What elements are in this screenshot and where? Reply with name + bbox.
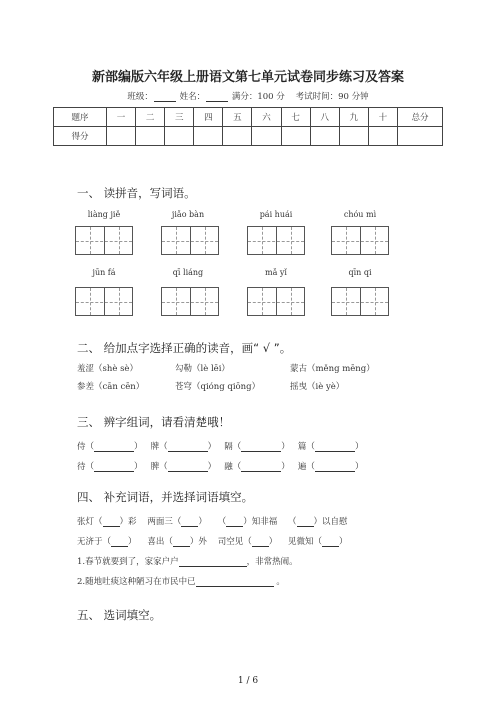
score-cell[interactable]: [136, 127, 165, 146]
answer-blank[interactable]: [111, 537, 128, 547]
cell: 六: [252, 108, 281, 127]
idiom-part: 见微知（: [288, 537, 323, 547]
paren: ）: [207, 442, 217, 452]
reading-item[interactable]: 羞涩（shè sè）: [77, 364, 138, 374]
idiom-part: ）外: [189, 537, 207, 547]
sentence-text: 。: [276, 577, 285, 587]
char-prompt: 篇（: [297, 442, 315, 452]
section2-heading: 二、 给加点字选择正确的读音，画“ √ ”。: [77, 341, 292, 355]
page-number: 1 / 6: [237, 676, 259, 686]
exam-info: [0, 90, 496, 102]
reading-item[interactable]: 蒙古（měng mēng）: [290, 364, 375, 374]
cell: 十: [368, 108, 397, 127]
pinyin: qīn qi: [348, 268, 372, 277]
reading-item[interactable]: 摇曳（iè yè）: [290, 382, 345, 392]
paren: ）: [134, 442, 143, 452]
tianzi-box[interactable]: [247, 287, 305, 316]
idiom-part: （: [217, 517, 227, 527]
fill-sentence-1: [77, 555, 298, 567]
cell: 二: [136, 108, 165, 127]
answer-blank[interactable]: [241, 462, 281, 472]
score-cell[interactable]: [252, 127, 281, 146]
name-label: 姓名：: [179, 92, 206, 102]
answer-blank[interactable]: [103, 517, 120, 527]
answer-blank[interactable]: [181, 517, 198, 527]
fill-sentence-2: [77, 575, 285, 587]
answer-blank[interactable]: [241, 442, 281, 452]
reading-item[interactable]: 苍穹（qióng qiōng）: [175, 382, 261, 392]
paren: ）: [281, 462, 290, 472]
cell: 一: [107, 108, 136, 127]
reading-item[interactable]: 勾勒（lè lēi）: [175, 364, 230, 374]
sentence-text: 1.春节就要到了，家家户户: [77, 557, 179, 567]
tianzi-box[interactable]: [331, 287, 389, 316]
cell: 八: [310, 108, 339, 127]
char-prompt: 融（: [224, 462, 242, 472]
score-cell[interactable]: [339, 127, 368, 146]
section3-heading: 三、 辨字组词，请看清楚哦！: [77, 415, 231, 429]
cell: 七: [281, 108, 310, 127]
pinyin: pái huái: [259, 210, 293, 219]
tianzi-box[interactable]: [161, 226, 219, 255]
score-cell[interactable]: [368, 127, 397, 146]
answer-blank[interactable]: [173, 537, 190, 547]
answer-blank[interactable]: [168, 442, 208, 452]
score-cell[interactable]: [223, 127, 252, 146]
section5-heading: 五、 选词填空。: [77, 608, 162, 622]
score-cell[interactable]: [107, 127, 136, 146]
answer-blank[interactable]: [315, 442, 355, 452]
cell: 题序: [54, 108, 107, 127]
section1-heading: 一、 读拼音，写词语。: [77, 186, 196, 200]
idiom-part: ）: [268, 537, 278, 547]
char-prompt: 隔（: [224, 442, 242, 452]
paren: ）: [281, 442, 290, 452]
answer-blank[interactable]: [315, 462, 355, 472]
paren: ）: [207, 462, 217, 472]
idiom-part: ）: [339, 537, 348, 547]
answer-blank[interactable]: [168, 462, 208, 472]
pinyin: chóu mì: [343, 210, 377, 219]
score-cell[interactable]: [398, 127, 443, 146]
pinyin: mǎ yǐ: [265, 268, 287, 277]
cell: 五: [223, 108, 252, 127]
score-table-row: [54, 127, 443, 146]
paren: ）: [354, 462, 364, 472]
answer-blank[interactable]: [94, 462, 134, 472]
sentence-text: ，非常热闹。: [246, 557, 298, 567]
char-prompt: 侍（: [77, 442, 95, 452]
cell: 得分: [54, 127, 107, 146]
tianzi-box[interactable]: [75, 226, 133, 255]
idiom-part: ）: [198, 517, 207, 527]
score-table: [53, 107, 443, 146]
page-title: 新部编版六年级上册语文第七单元试卷同步练习及答案: [91, 70, 404, 85]
idiom-part: 张灯（: [77, 517, 103, 527]
answer-blank[interactable]: [226, 517, 243, 527]
answer-blank[interactable]: [94, 442, 134, 452]
answer-blank[interactable]: [297, 517, 314, 527]
tianzi-box[interactable]: [75, 287, 133, 316]
pinyin: jiǎo bàn: [171, 210, 205, 219]
score-cell[interactable]: [194, 127, 223, 146]
answer-blank[interactable]: [252, 537, 269, 547]
section4-heading: 四、 补充词语，并选择词语填空。: [77, 490, 254, 504]
class-label: 班级：: [127, 92, 153, 102]
idiom-part: ）以自慰: [313, 517, 348, 527]
idiom-row: [77, 515, 348, 527]
tianzi-box[interactable]: [247, 226, 305, 255]
idiom-part: 司空见（: [217, 537, 252, 547]
score-cell[interactable]: [165, 127, 194, 146]
score-label: 满分：100 分: [231, 92, 285, 102]
char-prompt: 待（: [77, 462, 95, 472]
pinyin: liàng jiě: [87, 210, 121, 219]
idiom-part: ）知非福: [243, 517, 278, 527]
cell: 三: [165, 108, 194, 127]
answer-blank[interactable]: [196, 577, 274, 587]
idiom-part: 喜出（: [147, 537, 173, 547]
idiom-part: （: [288, 517, 297, 527]
answer-blank[interactable]: [179, 557, 247, 567]
cell: 总分: [398, 108, 443, 127]
word-row: [77, 460, 363, 472]
cell: 四: [194, 108, 223, 127]
idiom-part: 无济于（: [77, 537, 112, 547]
answer-blank[interactable]: [322, 537, 339, 547]
char-prompt: 遍（: [297, 462, 315, 472]
reading-item[interactable]: 参差（cān cēn）: [77, 382, 145, 392]
paren: ）: [354, 442, 364, 452]
char-prompt: 脾（: [150, 462, 168, 472]
cell: 九: [339, 108, 368, 127]
score-table-header: [54, 108, 443, 127]
sentence-text: 2.随地吐痰这种陋习在市民中已: [77, 577, 196, 587]
name-blank: [206, 93, 228, 102]
idiom-part: ）彩: [119, 517, 137, 527]
pinyin: jūn fá: [92, 268, 116, 277]
pinyin: qī liáng: [172, 268, 204, 277]
idiom-row: [77, 535, 348, 547]
tianzi-box[interactable]: [331, 226, 389, 255]
paren: ）: [134, 462, 143, 472]
idiom-part: ）: [128, 537, 137, 547]
score-cell[interactable]: [310, 127, 339, 146]
class-blank: [154, 93, 176, 102]
word-row: [77, 440, 363, 452]
idiom-part: 两面三（: [147, 517, 182, 527]
char-prompt: 牌（: [150, 442, 168, 452]
score-cell[interactable]: [281, 127, 310, 146]
tianzi-box[interactable]: [161, 287, 219, 316]
time-label: 考试时间：90 分钟: [295, 92, 369, 102]
